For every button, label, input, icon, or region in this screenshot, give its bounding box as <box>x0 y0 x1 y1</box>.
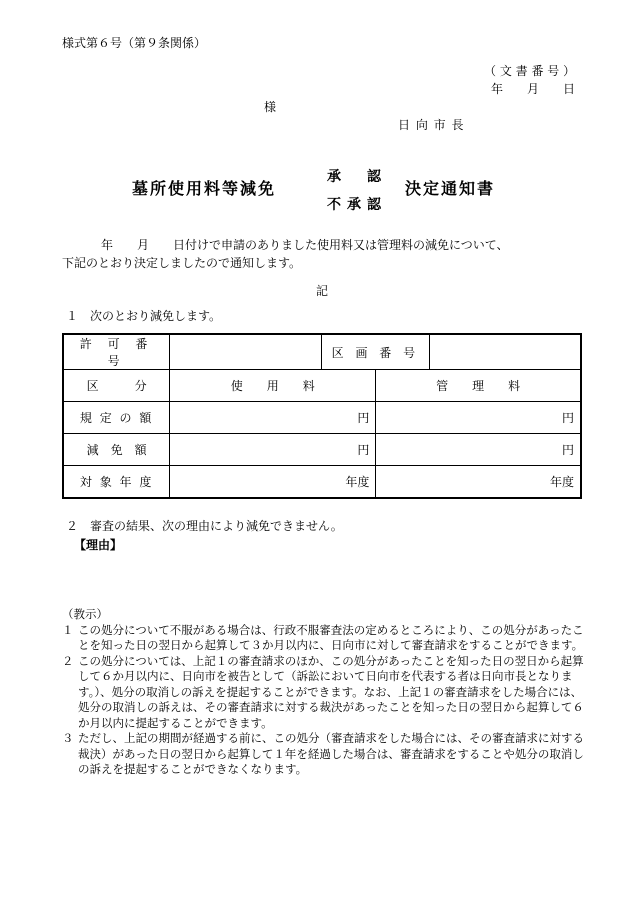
ki-mark: 記 <box>316 284 329 298</box>
rule-amount-label: 規 定 の 額 <box>63 402 170 434</box>
addressee-suffix: 様 <box>264 100 277 114</box>
reduction-mgmt-yen: 円 <box>376 434 581 466</box>
permit-no-value <box>170 334 321 370</box>
notice-text: この処分については、上記１の審査請求のほか、この処分があったことを知った日の翌日から起算して６か月以内に、日向市を被告として（訴訟において日向市を代表する者は日向市長となります。）、処分の取消しの訴えを提起することができます。なお、上記１の審査請求をした場合には、処分の取消しの訴えは、その審査請求に対する裁決があったことを知った日の翌日から起算して６か月以内に提起することができます。 <box>78 653 584 730</box>
notice-item <box>62 654 586 732</box>
category-label: 区 分 <box>63 370 170 402</box>
rule-usage-yen: 円 <box>170 402 376 434</box>
table-row <box>63 370 581 402</box>
usage-fiscal-year: 年度 <box>170 466 376 499</box>
title-left: 墓所使用料等減免 <box>132 179 277 198</box>
usage-fee-header: 使 用 料 <box>170 370 376 402</box>
date-line: 年 月 日 <box>491 82 576 96</box>
target-year-label: 対 象 年 度 <box>63 466 170 499</box>
issuer: 日 向 市 長 <box>398 118 465 132</box>
rule-mgmt-yen: 円 <box>376 402 581 434</box>
mgmt-fee-header: 管 理 料 <box>376 370 581 402</box>
notice-item <box>62 731 586 778</box>
notice-text: この処分について不服がある場合は、行政不服審査法の定めるところにより、この処分があったことを知った日の翌日から起算して３か月以内に、日向市に対して審査請求をすることができます。 <box>78 622 584 652</box>
body-line-1: 年 月 日付けで申請のありました使用料又は管理料の減免について、 <box>101 238 509 252</box>
section-2-heading: ２ 審査の結果、次の理由により減免できません。 <box>66 519 343 533</box>
notice-item <box>62 623 586 654</box>
reduction-usage-yen: 円 <box>170 434 376 466</box>
section-no-value <box>430 334 581 370</box>
notice-number: ３ <box>62 731 74 745</box>
table-row <box>63 334 581 370</box>
document-number: （ 文 書 番 号 ） <box>484 64 576 78</box>
table-row <box>63 466 581 499</box>
section-1-heading: １ 次のとおり減免します。 <box>66 309 222 323</box>
body-line-2: 下記のとおり決定しましたので通知します。 <box>62 256 302 270</box>
section-no-label: 区 画 番 号 <box>321 334 430 370</box>
form-number: 様式第６号（第９条関係） <box>62 36 207 50</box>
permit-no-label: 許 可 番 号 <box>63 334 170 370</box>
reason-label: 【理由】 <box>74 538 123 552</box>
mgmt-fiscal-year: 年度 <box>376 466 581 499</box>
table-row <box>63 434 581 466</box>
notice-section <box>62 607 586 778</box>
notice-text: ただし、上記の期間が経過する前に、この処分（審査請求をした場合には、その審査請求に対する裁決）があった日の翌日から起算して１年を経過した場合は、審査請求をすることや処分の取消しの訴えを提起することができなくなります。 <box>78 731 584 776</box>
reduction-label: 減 免 額 <box>63 434 170 466</box>
notice-number: ２ <box>62 653 74 668</box>
reduction-table <box>62 333 582 499</box>
title-right: 決定通知書 <box>405 179 496 198</box>
notice-number: １ <box>62 622 74 637</box>
notice-heading: （教示） <box>62 607 108 621</box>
table-row <box>63 402 581 434</box>
title-not-approved: 不承認 <box>327 197 387 213</box>
title-approved: 承 認 <box>327 169 387 185</box>
